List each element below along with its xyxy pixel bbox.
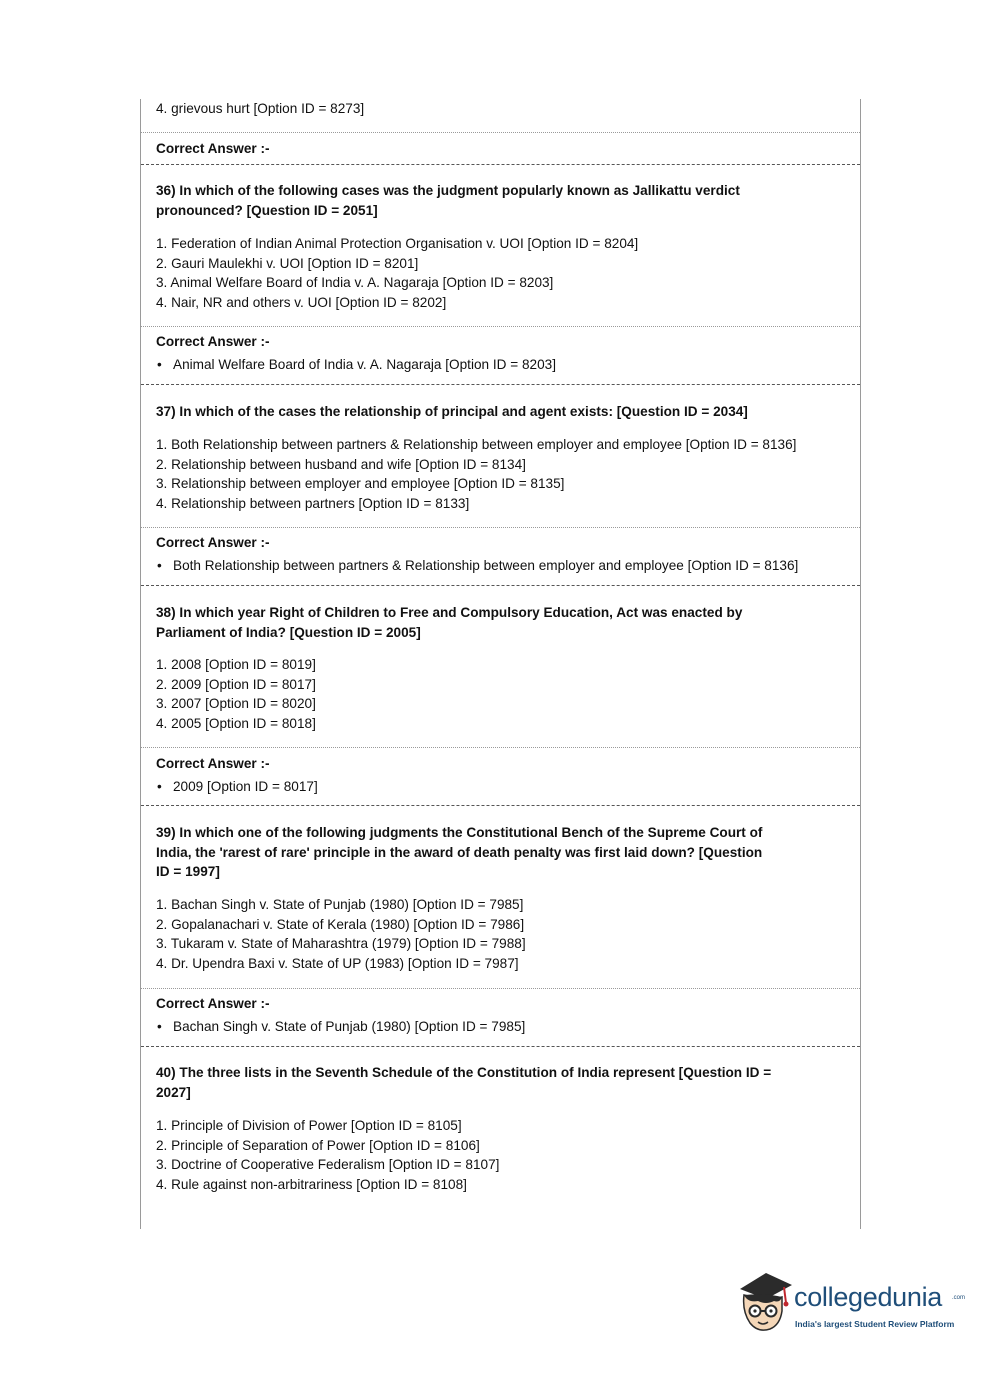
- option: 4. Nair, NR and others v. UOI [Option ID = 8202]: [156, 294, 447, 310]
- divider: [141, 988, 860, 989]
- option: 2. Principle of Separation of Power [Option ID = 8106]: [156, 1137, 480, 1153]
- question-divider: [141, 805, 860, 806]
- logo-wordmark: collegedunia: [794, 1282, 943, 1312]
- divider: [141, 527, 860, 528]
- options-39: [156, 895, 846, 973]
- logo-tagline: India's largest Student Review Platform: [795, 1319, 955, 1329]
- options-37: [156, 435, 846, 513]
- option: 1. Both Relationship between partners & Relationship between employer and employee [Option ID = 8136]: [156, 437, 797, 452]
- option: 3. Doctrine of Cooperative Federalism [Option ID = 8107]: [156, 1157, 500, 1173]
- options-36: [156, 234, 846, 312]
- option: 4. Dr. Upendra Baxi v. State of UP (1983) [Option ID = 7987]: [156, 955, 519, 971]
- answer-37: Correct Answer :- • Both Relationship between partners & Relationship between employer and employee [Option ID = 8136]: [156, 533, 846, 575]
- option: 3. Animal Welfare Board of India v. A. Nagaraja [Option ID = 8203]: [156, 275, 554, 291]
- option: 4. Rule against non-arbitrariness [Option ID = 8108]: [156, 1176, 467, 1192]
- option: 1. 2008 [Option ID = 8019]: [156, 657, 316, 672]
- answer-38: Correct Answer :- • 2009 [Option ID = 8017]: [156, 754, 846, 796]
- option: 1. Bachan Singh v. State of Punjab (1980) [Option ID = 7985]: [156, 897, 524, 912]
- option: 2. 2009 [Option ID = 8017]: [156, 676, 316, 692]
- option: 1. Principle of Division of Power [Option ID = 8105]: [156, 1118, 462, 1133]
- question-38: 38) In which year Right of Children to Free and Compulsory Education, Act was enacted by Parliament of India? [Question ID = 2005]: [156, 605, 743, 640]
- option: 2. Gopalanachari v. State of Kerala (1980) [Option ID = 7986]: [156, 916, 525, 932]
- option: 3. 2007 [Option ID = 8020]: [156, 696, 316, 712]
- answer-39: Correct Answer :- • Bachan Singh v. State of Punjab (1980) [Option ID = 7985]: [156, 994, 846, 1036]
- collegedunia-logo: [736, 1271, 966, 1341]
- options-38: [156, 655, 846, 733]
- option: 3. Relationship between employer and employee [Option ID = 8135]: [156, 476, 565, 492]
- option: 2. Relationship between husband and wife [Option ID = 8134]: [156, 456, 526, 472]
- option: 1. Federation of Indian Animal Protection Organisation v. UOI [Option ID = 8204]: [156, 236, 639, 251]
- mascot-icon: [736, 1271, 796, 1341]
- question-39: 39) In which one of the following judgments the Constitutional Bench of the Supreme Court of India, the 'rarest of rare' principle in the award of death penalty was first laid down? [Question ID = 1997]: [156, 825, 763, 880]
- correct-answer-label: Correct Answer :-: [156, 141, 270, 156]
- divider: [141, 132, 860, 133]
- option: 4. Relationship between partners [Option ID = 8133]: [156, 495, 470, 511]
- prev-option: 4. grievous hurt [Option ID = 8273]: [156, 101, 365, 116]
- option: 3. Tukaram v. State of Maharashtra (1979) [Option ID = 7988]: [156, 936, 526, 952]
- logo-domain: .com: [952, 1295, 966, 1301]
- option: 2. Gauri Maulekhi v. UOI [Option ID = 8201]: [156, 255, 419, 271]
- question-40: 40) The three lists in the Seventh Schedule of the Constitution of India represent [Question ID = 2027]: [156, 1065, 772, 1100]
- question-divider: [141, 384, 860, 385]
- divider: [141, 747, 860, 748]
- divider: [141, 326, 860, 327]
- question-36: 36) In which of the following cases was the judgment popularly known as Jallikattu verdict pronounced? [Question ID = 2051]: [156, 183, 740, 218]
- option: 4. 2005 [Option ID = 8018]: [156, 715, 316, 731]
- answer-36: Correct Answer :- • Animal Welfare Board of India v. A. Nagaraja [Option ID = 8203]: [156, 332, 846, 374]
- question-divider: [141, 585, 860, 586]
- question-37: 37) In which of the cases the relationship of principal and agent exists: [Question ID = 2034]: [156, 404, 748, 419]
- question-divider: [141, 1046, 860, 1047]
- question-divider: [141, 164, 860, 165]
- options-40: [156, 1116, 846, 1194]
